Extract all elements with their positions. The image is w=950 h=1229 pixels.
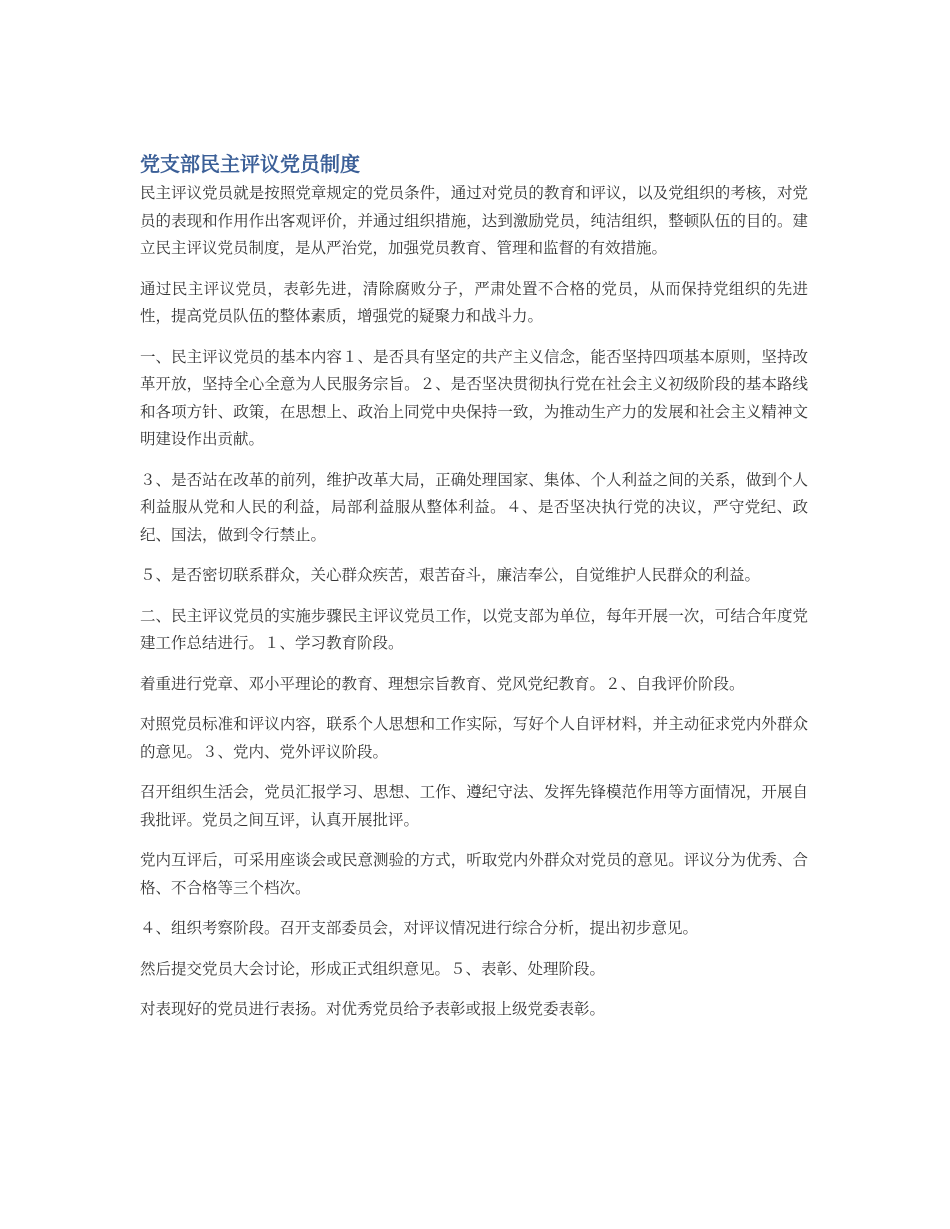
paragraph-step-grading: 党内互评后，可采用座谈会或民意测验的方式，听取党内外群众对党员的意见。评议分为优秀、合格、不合格等三个档次。 bbox=[140, 851, 808, 897]
document-title: 党支部民主评议党员制度 bbox=[140, 152, 360, 176]
paragraph-basic-content-1: 一、民主评议党员的基本内容１、是否具有坚定的共产主义信念，能否坚持四项基本原则，坚持改革开放，坚持全心全意为人民服务宗旨。２、是否坚决贯彻执行党在社会主义初级阶段的基本路线和各项方针、政策，在思想上、政治上同党中央保持一致，为推动生产力的发展和社会主义精神文明建设作出贡献。 bbox=[140, 347, 808, 448]
paragraph-intro: 民主评议党员就是按照党章规定的党员条件，通过对党员的教育和评议，以及党组织的考核，对党员的表现和作用作出客观评价，并通过组织措施，达到激励党员，纯洁组织，整顿队伍的目的。建立民主评议党员制度，是从严治党，加强党员教育、管理和监督的有效措施。 bbox=[140, 184, 808, 257]
paragraph-step-study: 着重进行党章、邓小平理论的教育、理想宗旨教育、党风党纪教育。２、自我评价阶段。 bbox=[140, 674, 745, 693]
document-page bbox=[140, 150, 808, 1037]
paragraph-basic-content-2: ３、是否站在改革的前列，维护改革大局，正确处理国家、集体、个人利益之间的关系，做到个人利益服从党和人民的利益，局部利益服从整体利益。４、是否坚决执行党的决议，严守党纪、政纪、国法，做到令行禁止。 bbox=[140, 470, 808, 544]
paragraph-step-mutual-evaluation: 召开组织生活会，党员汇报学习、思想、工作、遵纪守法、发挥先锋模范作用等方面情况，开展自我批评。党员之间互评，认真开展批评。 bbox=[140, 783, 808, 829]
paragraph-step-self-evaluation: 对照党员标准和评议内容，联系个人思想和工作实际，写好个人自评材料，并主动征求党内外群众的意见。３、党内、党外评议阶段。 bbox=[140, 715, 808, 761]
paragraph-step-inspection: ４、组织考察阶段。召开支部委员会，对评议情况进行综合分析，提出初步意见。 bbox=[140, 919, 699, 937]
paragraph-basic-content-3: ５、是否密切联系群众，关心群众疾苦，艰苦奋斗，廉洁奉公，自觉维护人民群众的利益。 bbox=[140, 566, 761, 584]
paragraph-step-commendation: 对表现好的党员进行表扬。对优秀党员给予表彰或报上级党委表彰。 bbox=[140, 1000, 606, 1018]
paragraph-step-meeting: 然后提交党员大会讨论，形成正式组织意见。５、表彰、处理阶段。 bbox=[140, 959, 606, 978]
paragraph-steps-intro: 二、民主评议党员的实施步骤民主评议党员工作，以党支部为单位，每年开展一次，可结合年度党建工作总结进行。１、学习教育阶段。 bbox=[140, 606, 808, 652]
paragraph-purpose: 通过民主评议党员，表彰先进，清除腐败分子，严肃处置不合格的党员，从而保持党组织的先进性，提高党员队伍的整体素质，增强党的疑聚力和战斗力。 bbox=[140, 279, 808, 325]
